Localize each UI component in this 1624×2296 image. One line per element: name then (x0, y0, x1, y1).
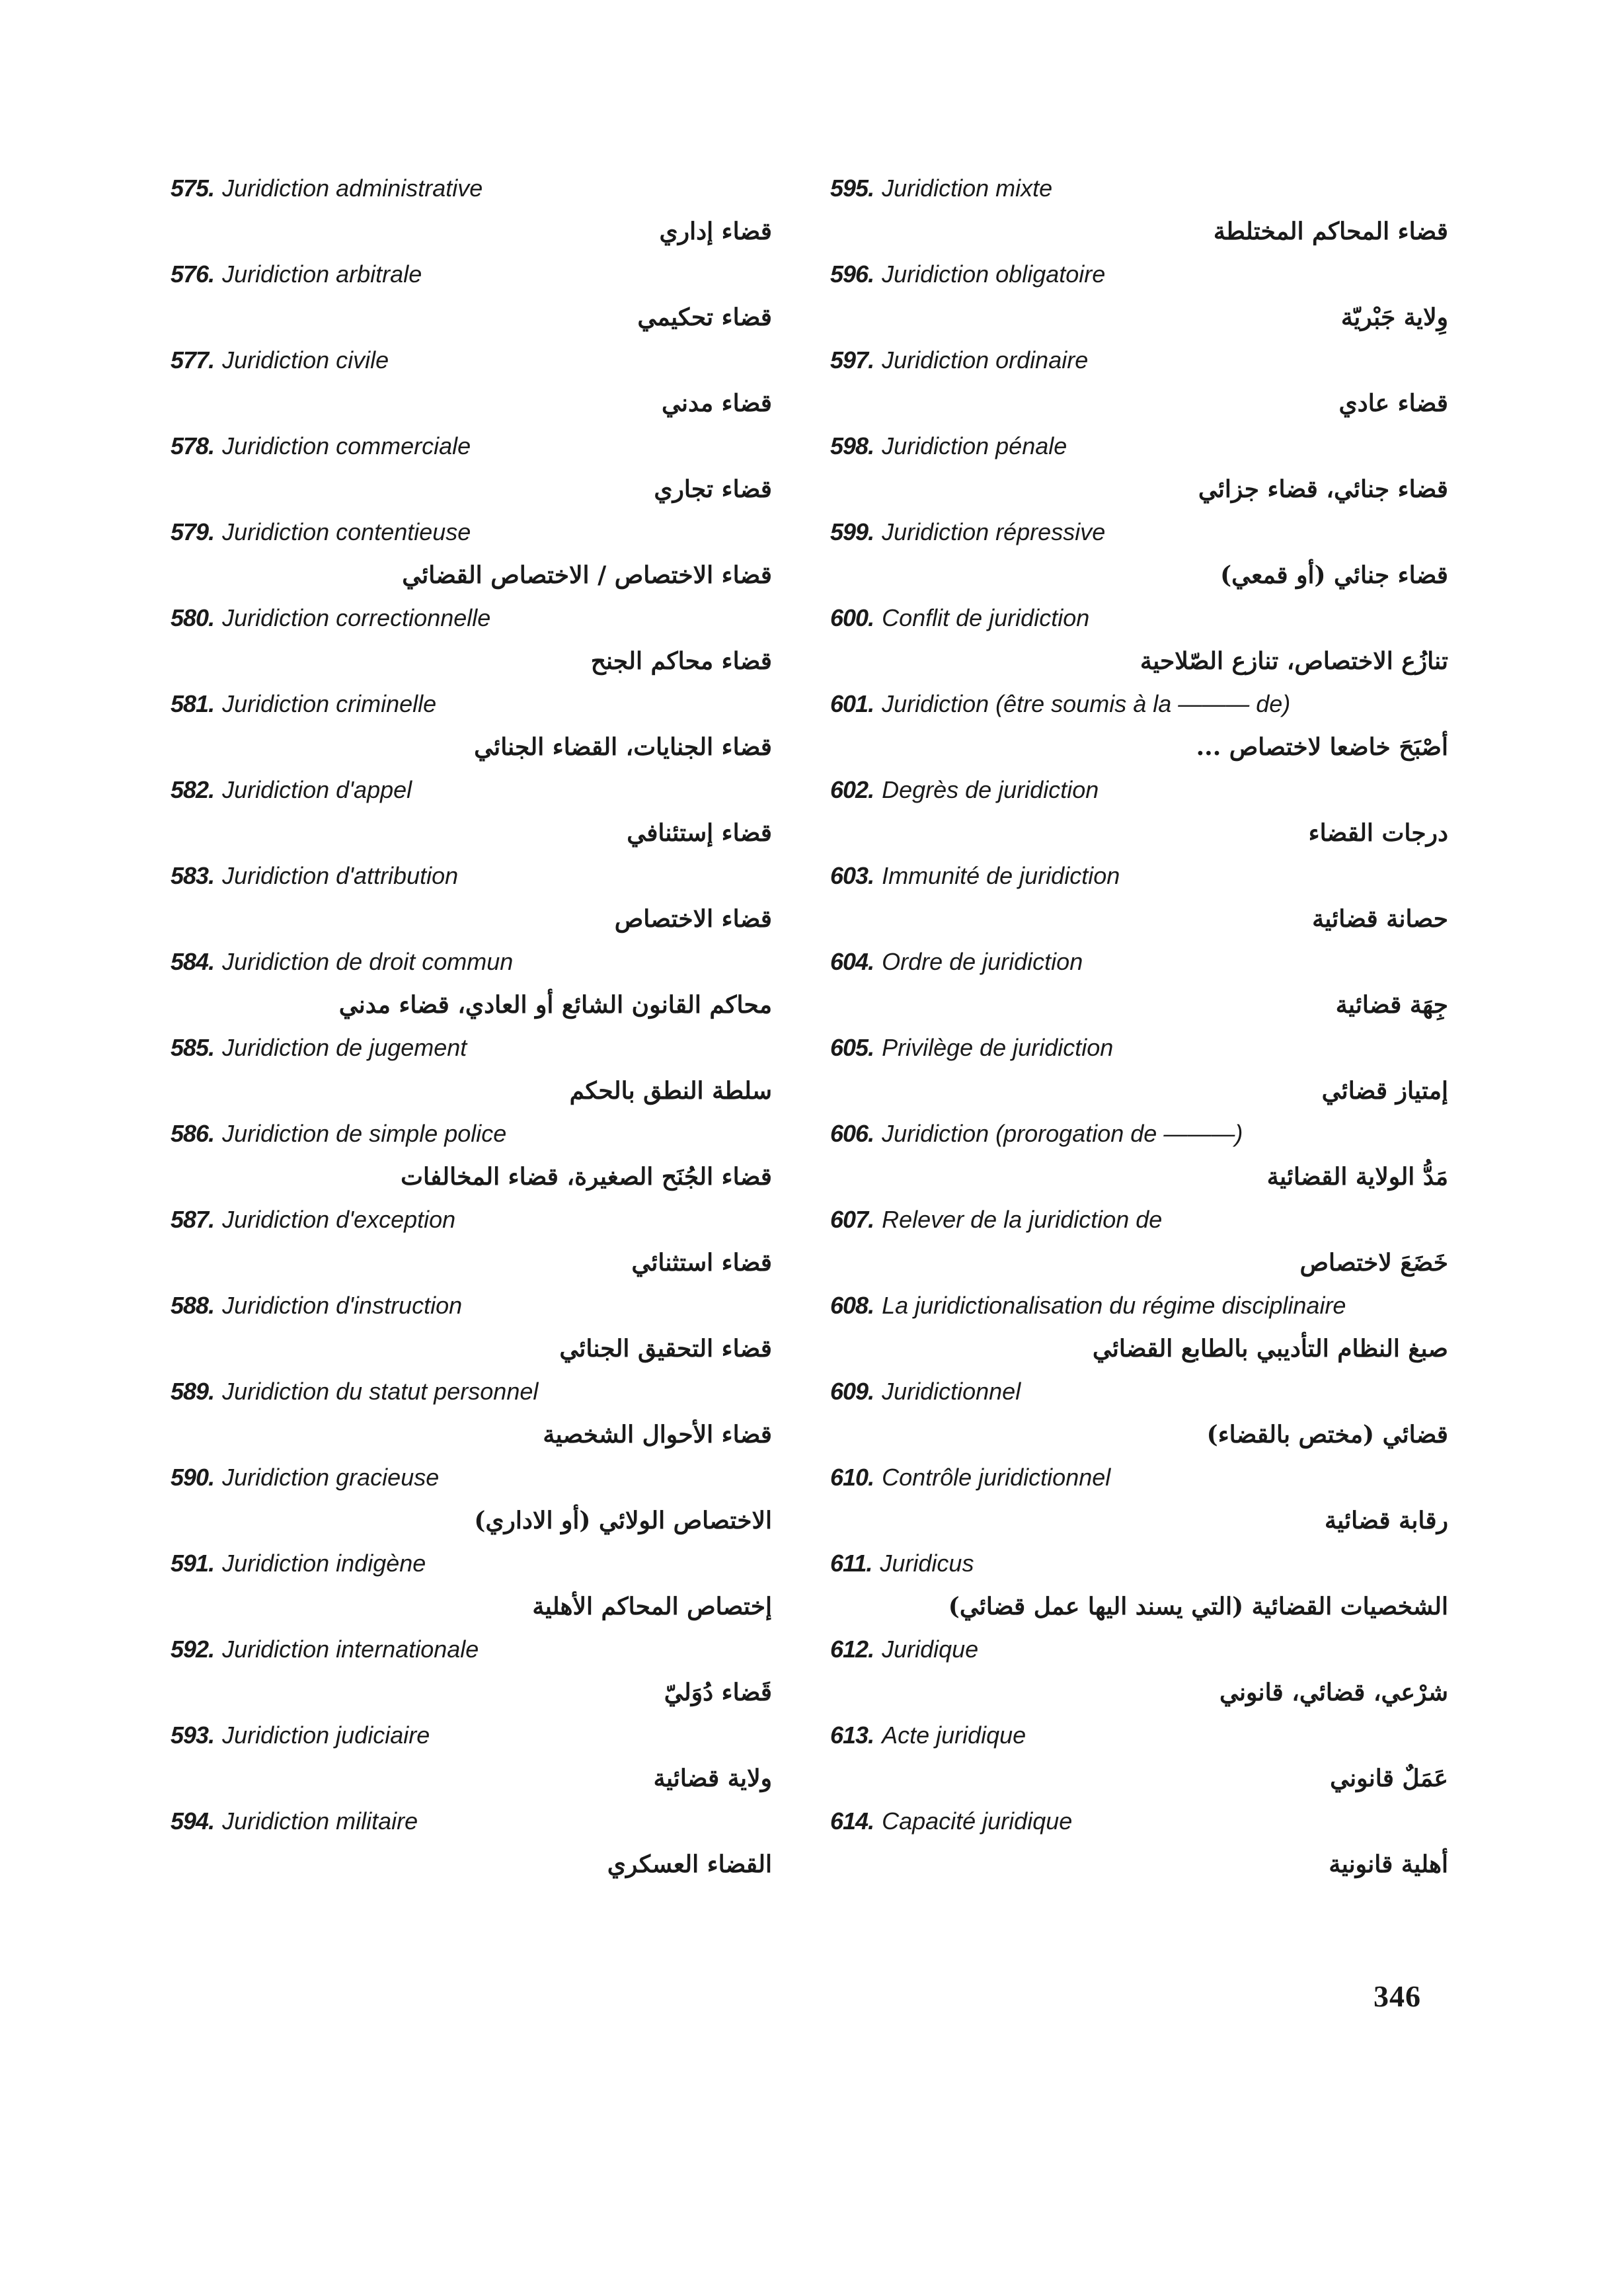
entry-number: 587. (171, 1206, 215, 1233)
french-term-line (830, 1544, 974, 1583)
arabic-translation: قضاء محاكم الجنح (590, 647, 772, 675)
entry-number: 613. (830, 1722, 874, 1749)
french-term: Juridiction gracieuse (222, 1464, 440, 1491)
dictionary-entry (171, 1716, 772, 1801)
entry-number: 585. (171, 1034, 215, 1061)
entry-number: 612. (830, 1636, 874, 1663)
entry-number: 602. (830, 776, 874, 803)
entry-number: 600. (830, 604, 874, 631)
arabic-translation: قضاء إداري (659, 218, 772, 245)
entry-number: 580. (171, 604, 215, 631)
french-term: Juridiction (être soumis à la ——— de) (882, 690, 1291, 717)
french-term: Juridiction indigène (222, 1550, 426, 1577)
french-term: Capacité juridique (882, 1807, 1073, 1835)
french-term: Juridiction mixte (882, 175, 1053, 202)
french-term: Juridiction obligatoire (882, 260, 1106, 288)
entry-number: 578. (171, 432, 215, 459)
french-term: Juridiction pénale (882, 432, 1067, 459)
arabic-translation: الشخصيات القضائية (التي يسند اليها عمل قضائي) (948, 1593, 1448, 1620)
entry-number: 594. (171, 1807, 215, 1835)
french-term-line (171, 1372, 538, 1411)
arabic-translation: أهلية قانونية (1329, 1850, 1448, 1878)
french-term: Juridiction d'attribution (222, 862, 459, 889)
french-term-line (830, 1372, 1021, 1411)
arabic-translation: قضاء الأحوال الشخصية (543, 1421, 772, 1448)
dictionary-entry (171, 1544, 772, 1630)
entry-number: 592. (171, 1636, 215, 1663)
entry-number: 584. (171, 948, 215, 975)
french-term: Juridiction judiciaire (222, 1722, 430, 1749)
arabic-translation: قضاء استثنائي (631, 1249, 772, 1277)
dictionary-entry (171, 770, 772, 856)
arabic-translation: قضائي (مختص بالقضاء) (1206, 1421, 1448, 1448)
entry-number: 589. (171, 1378, 215, 1405)
dictionary-entry (171, 1028, 772, 1114)
arabic-translation: قضاء الجنايات، القضاء الجنائي (474, 733, 772, 761)
french-term: Degrès de juridiction (882, 776, 1099, 803)
french-term: Juridiction d'exception (222, 1206, 456, 1233)
entry-number: 601. (830, 690, 874, 717)
french-term-line (830, 340, 1088, 380)
french-term-line (171, 512, 471, 552)
french-term: Juridictionnel (882, 1378, 1021, 1405)
french-term-line (830, 1458, 1110, 1497)
dictionary-entry (830, 1630, 1448, 1716)
french-term: Juridiction d'appel (222, 776, 412, 803)
french-term-line (830, 598, 1089, 638)
arabic-translation: أصْبَحَ خاضعا لاختصاص ... (1196, 733, 1448, 761)
entry-number: 604. (830, 948, 874, 975)
arabic-translation: قضاء التحقيق الجنائي (559, 1335, 772, 1363)
dictionary-entry (171, 942, 772, 1028)
arabic-translation: رقابة قضائية (1325, 1507, 1448, 1534)
entry-number: 583. (171, 862, 215, 889)
french-term-line (830, 255, 1105, 294)
french-term-line (830, 1114, 1243, 1154)
french-term: Juridiction ordinaire (882, 346, 1089, 374)
dictionary-entry (830, 598, 1448, 684)
arabic-translation: قضاء إستئنافي (627, 819, 772, 847)
dictionary-entry (171, 1200, 772, 1286)
arabic-translation: قضاء تجاري (654, 475, 772, 503)
french-term: La juridictionalisation du régime disciplinaire (882, 1292, 1346, 1319)
dictionary-entry (830, 1801, 1448, 1887)
french-term-line (171, 942, 513, 982)
french-term-line (830, 1801, 1072, 1841)
arabic-translation: قضاء جنائي (أو قمعي) (1220, 561, 1448, 589)
french-term: Juridiction du statut personnel (222, 1378, 539, 1405)
dictionary-entry (171, 426, 772, 512)
entry-number: 590. (171, 1464, 215, 1491)
entry-number: 591. (171, 1550, 215, 1577)
dictionary-entry (830, 426, 1448, 512)
dictionary-entry (171, 1630, 772, 1716)
dictionary-entry (830, 856, 1448, 942)
arabic-translation: قضاء جنائي، قضاء جزائي (1198, 475, 1448, 503)
dictionary-entry (171, 512, 772, 598)
french-term-line (171, 1801, 418, 1841)
entry-number: 575. (171, 175, 215, 202)
french-term: Juridiction militaire (222, 1807, 418, 1835)
french-term-line (830, 1716, 1026, 1755)
french-term: Juridiction contentieuse (222, 518, 471, 545)
arabic-translation: تنازُع الاختصاص، تنازع الصّلاحية (1140, 647, 1448, 675)
arabic-translation: درجات القضاء (1308, 819, 1448, 847)
arabic-translation: وِلاية جَبْريّة (1340, 303, 1448, 331)
french-term-line (171, 255, 422, 294)
french-term-line (171, 856, 458, 896)
arabic-translation: جِهَة قضائية (1335, 991, 1448, 1019)
dictionary-entry (830, 684, 1448, 770)
arabic-translation: مَدُّ الولاية القضائية (1266, 1163, 1448, 1191)
french-term-line (171, 1458, 439, 1497)
french-term-line (171, 1544, 426, 1583)
french-term: Juridiction civile (222, 346, 389, 374)
dictionary-entry (830, 255, 1448, 340)
dictionary-entry (830, 942, 1448, 1028)
arabic-translation: محاكم القانون الشائع أو العادي، قضاء مدني (338, 991, 772, 1019)
page-number: 346 (1373, 1979, 1421, 2013)
dictionary-entry (171, 340, 772, 426)
entry-number: 598. (830, 432, 874, 459)
dictionary-entry (830, 1716, 1448, 1801)
french-term-line (171, 426, 471, 466)
arabic-translation: القضاء العسكري (607, 1850, 772, 1878)
arabic-translation: الاختصاص الولائي (أو الاداري) (474, 1507, 772, 1534)
arabic-translation: قضاء الاختصاص (614, 905, 772, 933)
arabic-translation: حصانة قضائية (1312, 905, 1448, 933)
entry-number: 581. (171, 690, 215, 717)
dictionary-entry (830, 1372, 1448, 1458)
entry-number: 579. (171, 518, 215, 545)
entry-number: 608. (830, 1292, 874, 1319)
dictionary-entry (171, 598, 772, 684)
dictionary-entry (830, 1544, 1448, 1630)
french-term: Juridiction commerciale (222, 432, 471, 459)
french-term-line (830, 684, 1290, 724)
dictionary-entry (830, 512, 1448, 598)
entry-number: 586. (171, 1120, 215, 1147)
dictionary-entry (830, 1458, 1448, 1544)
arabic-translation: قضاء عادي (1338, 389, 1448, 417)
french-term-line (830, 426, 1067, 466)
dictionary-entry (171, 169, 772, 255)
dictionary-entry (830, 1200, 1448, 1286)
french-term: Relever de la juridiction de (882, 1206, 1163, 1233)
french-term: Ordre de juridiction (882, 948, 1083, 975)
french-term-line (171, 1200, 455, 1240)
french-term: Juridiction administrative (222, 175, 483, 202)
entry-number: 577. (171, 346, 215, 374)
dictionary-entry (830, 770, 1448, 856)
entry-number: 607. (830, 1206, 874, 1233)
entry-number: 576. (171, 260, 215, 288)
arabic-translation: خَضَعَ لاختصاص (1299, 1249, 1448, 1277)
dictionary-entry (830, 169, 1448, 255)
french-term-line (830, 856, 1120, 896)
french-term-line (830, 512, 1105, 552)
french-term: Acte juridique (882, 1722, 1026, 1749)
arabic-translation: قضاء المحاكم المختلطة (1213, 218, 1448, 245)
french-term: Juridiction d'instruction (222, 1292, 463, 1319)
french-term: Juridicus (880, 1550, 974, 1577)
arabic-translation: قضاء الجُنَح الصغيرة، قضاء المخالفات (401, 1163, 772, 1191)
french-term: Privilège de juridiction (882, 1034, 1114, 1061)
dictionary-entry (830, 1028, 1448, 1114)
arabic-translation: إمتياز قضائي (1321, 1077, 1448, 1105)
french-term-line (830, 169, 1052, 208)
entry-number: 614. (830, 1807, 874, 1835)
french-term: Juridiction internationale (222, 1636, 479, 1663)
french-term: Juridiction de simple police (222, 1120, 507, 1147)
entry-number: 588. (171, 1292, 215, 1319)
entry-number: 609. (830, 1378, 874, 1405)
entry-number: 610. (830, 1464, 874, 1491)
dictionary-entry (171, 1286, 772, 1372)
french-term: Juridiction de droit commun (222, 948, 514, 975)
french-term-line (830, 1200, 1162, 1240)
french-term-line (171, 1286, 462, 1326)
french-term-line (171, 1630, 479, 1669)
french-term-line (171, 1114, 506, 1154)
arabic-translation: إختصاص المحاكم الأهلية (532, 1593, 772, 1620)
french-term: Juridiction de jugement (222, 1034, 467, 1061)
entry-number: 597. (830, 346, 874, 374)
entry-number: 595. (830, 175, 874, 202)
arabic-translation: قضاء الاختصاص / الاختصاص القضائي (402, 561, 772, 589)
french-term: Juridiction répressive (882, 518, 1106, 545)
arabic-translation: قضاء مدني (661, 389, 772, 417)
arabic-translation: سلطة النطق بالحكم (569, 1077, 772, 1105)
entry-number: 606. (830, 1120, 874, 1147)
french-term: Juridiction correctionnelle (222, 604, 491, 631)
dictionary-entry (171, 1372, 772, 1458)
french-term: Juridiction (prorogation de ———) (882, 1120, 1243, 1147)
arabic-translation: شرْعي، قضائي، قانوني (1219, 1679, 1448, 1706)
french-term-line (171, 598, 490, 638)
french-term-line (171, 770, 412, 810)
entry-number: 611. (830, 1550, 872, 1577)
dictionary-entry (171, 1801, 772, 1887)
dictionary-entry (171, 255, 772, 340)
french-term: Juridique (882, 1636, 979, 1663)
french-term-line (830, 1028, 1113, 1068)
dictionary-entry (830, 1286, 1448, 1372)
french-term: Contrôle juridictionnel (882, 1464, 1111, 1491)
dictionary-entry (830, 340, 1448, 426)
arabic-translation: ولاية قضائية (653, 1764, 772, 1792)
dictionary-entry (171, 856, 772, 942)
entry-number: 603. (830, 862, 874, 889)
dictionary-entry (171, 684, 772, 770)
dictionary-entry (171, 1114, 772, 1200)
entry-number: 582. (171, 776, 215, 803)
french-term-line (830, 942, 1083, 982)
french-term: Immunité de juridiction (882, 862, 1120, 889)
french-term: Juridiction criminelle (222, 690, 437, 717)
arabic-translation: قَضاء دُوَليّ (664, 1679, 772, 1706)
arabic-translation: صبغ النظام التأديبي بالطابع القضائي (1092, 1335, 1448, 1363)
french-term-line (171, 340, 389, 380)
french-term-line (171, 684, 436, 724)
entry-number: 593. (171, 1722, 215, 1749)
right-column (830, 169, 1448, 1887)
french-term-line (171, 169, 483, 208)
arabic-translation: قضاء تحكيمي (637, 303, 772, 331)
entry-number: 605. (830, 1034, 874, 1061)
french-term-line (830, 770, 1099, 810)
french-term-line (171, 1028, 467, 1068)
french-term-line (830, 1630, 978, 1669)
french-term: Juridiction arbitrale (222, 260, 422, 288)
dictionary-entry (171, 1458, 772, 1544)
arabic-translation: عَمَلٌ قانوني (1330, 1764, 1448, 1792)
left-column (171, 169, 772, 1887)
french-term-line (830, 1286, 1346, 1326)
entry-number: 599. (830, 518, 874, 545)
dictionary-entry (830, 1114, 1448, 1200)
french-term: Conflit de juridiction (882, 604, 1090, 631)
french-term-line (171, 1716, 430, 1755)
entry-number: 596. (830, 260, 874, 288)
